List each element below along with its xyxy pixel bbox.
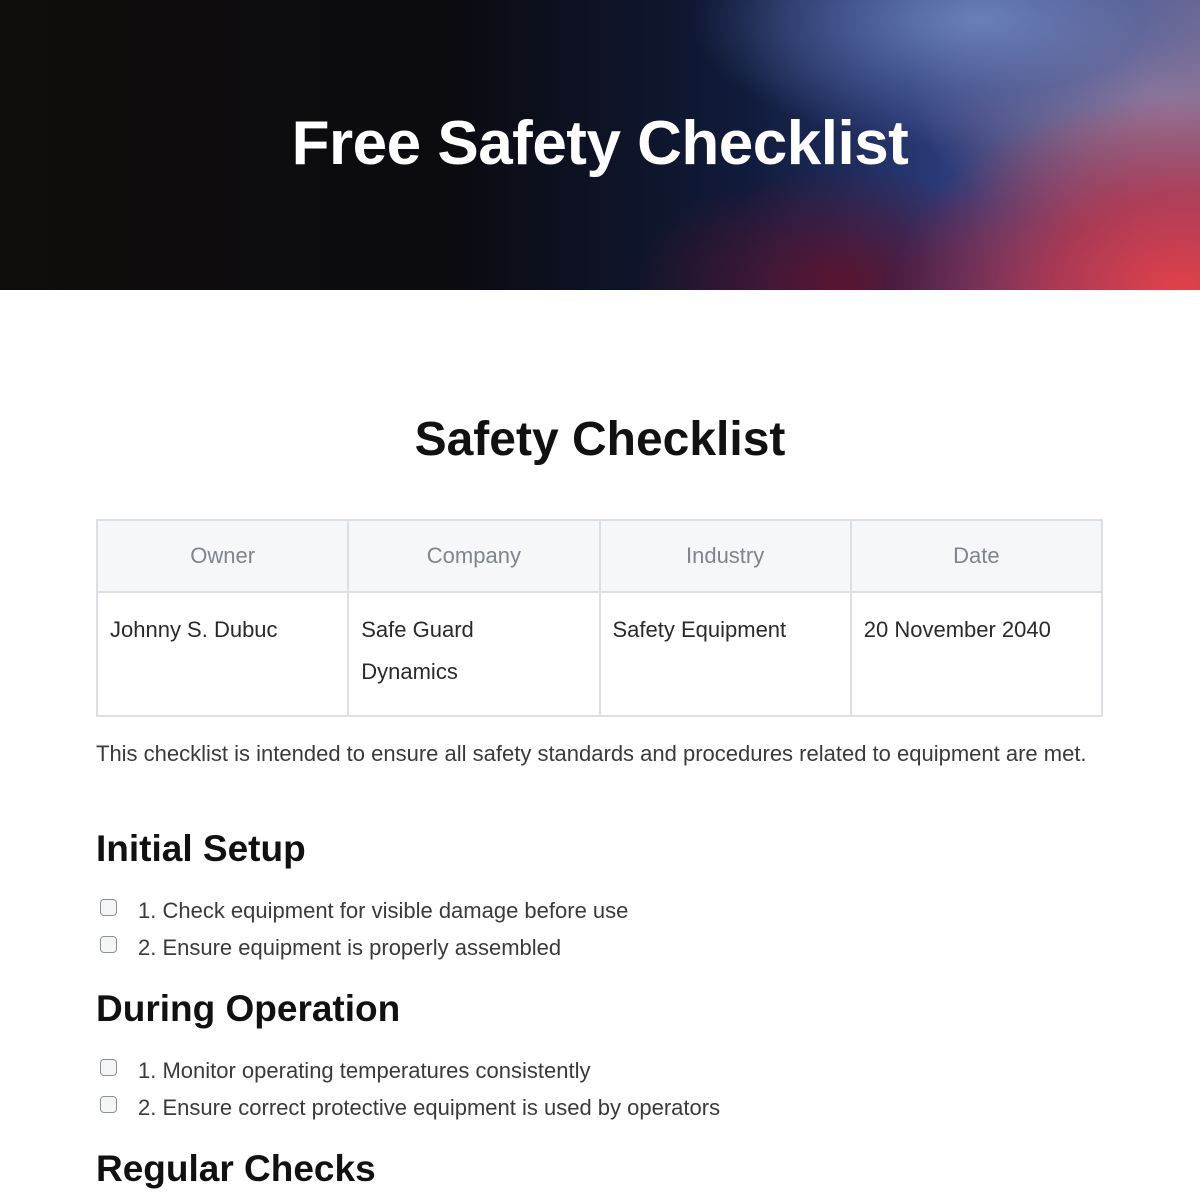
header-owner: Owner — [97, 520, 348, 592]
checkbox[interactable] — [100, 899, 117, 916]
value-company — [348, 592, 599, 716]
checklist-item-label: 2. Ensure equipment is properly assembled — [138, 934, 562, 960]
banner-title: Free Safety Checklist — [291, 109, 909, 178]
checklist-item[interactable] — [100, 1089, 720, 1126]
document-title: Safety Checklist — [414, 413, 786, 466]
section-title-regular-checks: Regular Checks — [96, 1148, 376, 1189]
checkbox[interactable] — [100, 936, 117, 953]
info-header-row — [97, 520, 1102, 592]
header-date: Date — [851, 520, 1102, 592]
checklist-item-label: 2. Ensure correct protective equipment is used by operators — [138, 1094, 721, 1120]
info-table — [96, 519, 1103, 717]
header-banner — [0, 0, 1200, 290]
value-date: 20 November 2040 — [851, 592, 1102, 716]
value-owner: Johnny S. Dubuc — [97, 592, 348, 716]
header-company: Company — [348, 520, 599, 592]
checklist-item-label: 1. Check equipment for visible damage before use — [138, 897, 629, 923]
info-value-row — [97, 592, 1102, 716]
section-title-during-operation: During Operation — [96, 988, 401, 1029]
intro-paragraph: This checklist is intended to ensure all safety standards and procedures related to equipment are met. — [96, 741, 1087, 766]
checklist-item[interactable] — [100, 892, 628, 929]
value-industry: Safety Equipment — [600, 592, 851, 716]
checklist-item[interactable] — [100, 929, 628, 966]
section-title-initial-setup: Initial Setup — [96, 828, 306, 869]
value-company-text: Safe Guard Dynamics — [361, 617, 474, 684]
header-industry: Industry — [600, 520, 851, 592]
checkbox[interactable] — [100, 1059, 117, 1076]
checklist-initial-setup — [100, 892, 628, 966]
checklist-during-operation — [100, 1052, 720, 1126]
checkbox[interactable] — [100, 1096, 117, 1113]
checklist-item-label: 1. Monitor operating temperatures consistently — [138, 1057, 591, 1083]
checklist-item[interactable] — [100, 1052, 720, 1089]
